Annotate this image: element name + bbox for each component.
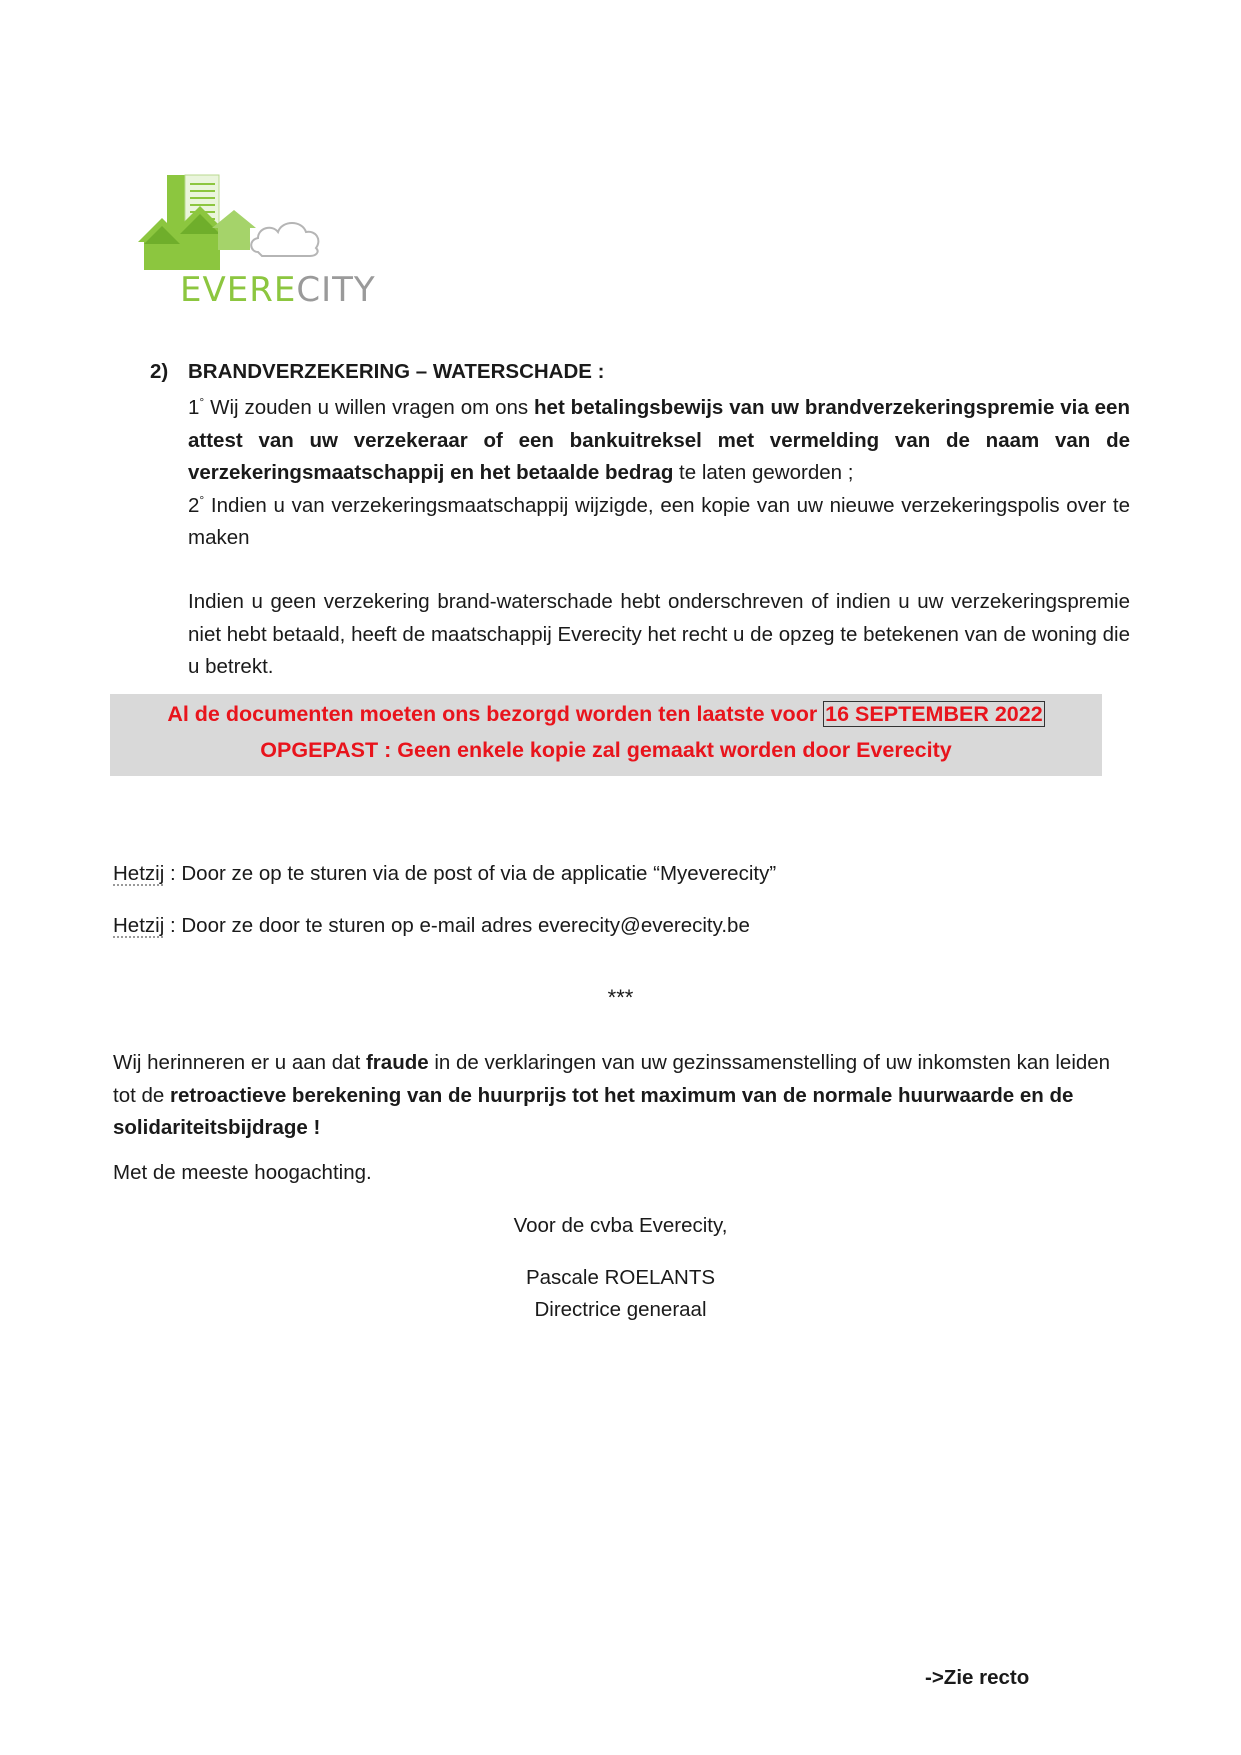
paragraph-new-policy: 2° Indien u van verzekeringsmaatschappij wijzigde, een kopie van uw nieuwe verzekeringspolis over te maken [188,492,1130,549]
signature-role: Directrice generaal [534,1298,707,1321]
paragraph-payment-proof: 1° Wij zouden u willen vragen om ons het betalingsbewijs van uw brandverzekeringspremie via een attest van uw verzekeraar of een bankuitreksel met vermelding van de naam van de verzekeringsmaatschappij en het betaalde bedrag te laten geworden ; [188,395,1130,484]
delivery-option-email: Hetzij : Door ze door te sturen op e-mail adres everecity@everecity.be [113,914,750,937]
no-copy-warning: OPGEPAST : Geen enkele kopie zal gemaakt worden door Everecity [260,738,952,762]
deadline-date: 16 SEPTEMBER 2022 [825,702,1043,726]
signature-name: Pascale ROELANTS [525,1266,716,1289]
logo-buildings-icon [130,170,360,280]
deadline-line: Al de documenten moeten ons bezorgd worden ten laatste voor 16 SEPTEMBER 2022 [167,702,1043,726]
see-recto-note: ->Zie recto [925,1666,1030,1689]
delivery-option-post: Hetzij : Door ze op te sturen via de post of via de applicatie “Myeverecity” [113,862,777,885]
everecity-logo [130,170,376,320]
separator: *** [607,985,634,1010]
signature-org: Voor de cvba Everecity, [513,1214,728,1237]
paragraph-termination-warning: Indien u geen verzekering brand-waterschade hebt onderschreven of indien u uw verzekeringspremie niet hebt betaald, heeft de maatschappij Everecity het recht u de opzeg te betekenen van de woning die u betrekt. [188,590,1130,678]
section-title: BRANDVERZEKERING – WATERSCHADE : [188,360,605,383]
logo-text: EVERECITY [180,270,376,310]
deadline-notice [110,694,1102,776]
closing-greeting: Met de meeste hoogachting. [113,1161,372,1184]
fraud-warning: Wij herinneren er u aan dat fraude in de verklaringen van uw gezinssamenstelling of uw inkomsten kan leiden tot de retroactieve berekening van de huurprijs tot het maximum van de normale huurwaarde en de solidariteitsbijdrage ! [113,1051,1111,1139]
section-number: 2) [150,360,169,383]
